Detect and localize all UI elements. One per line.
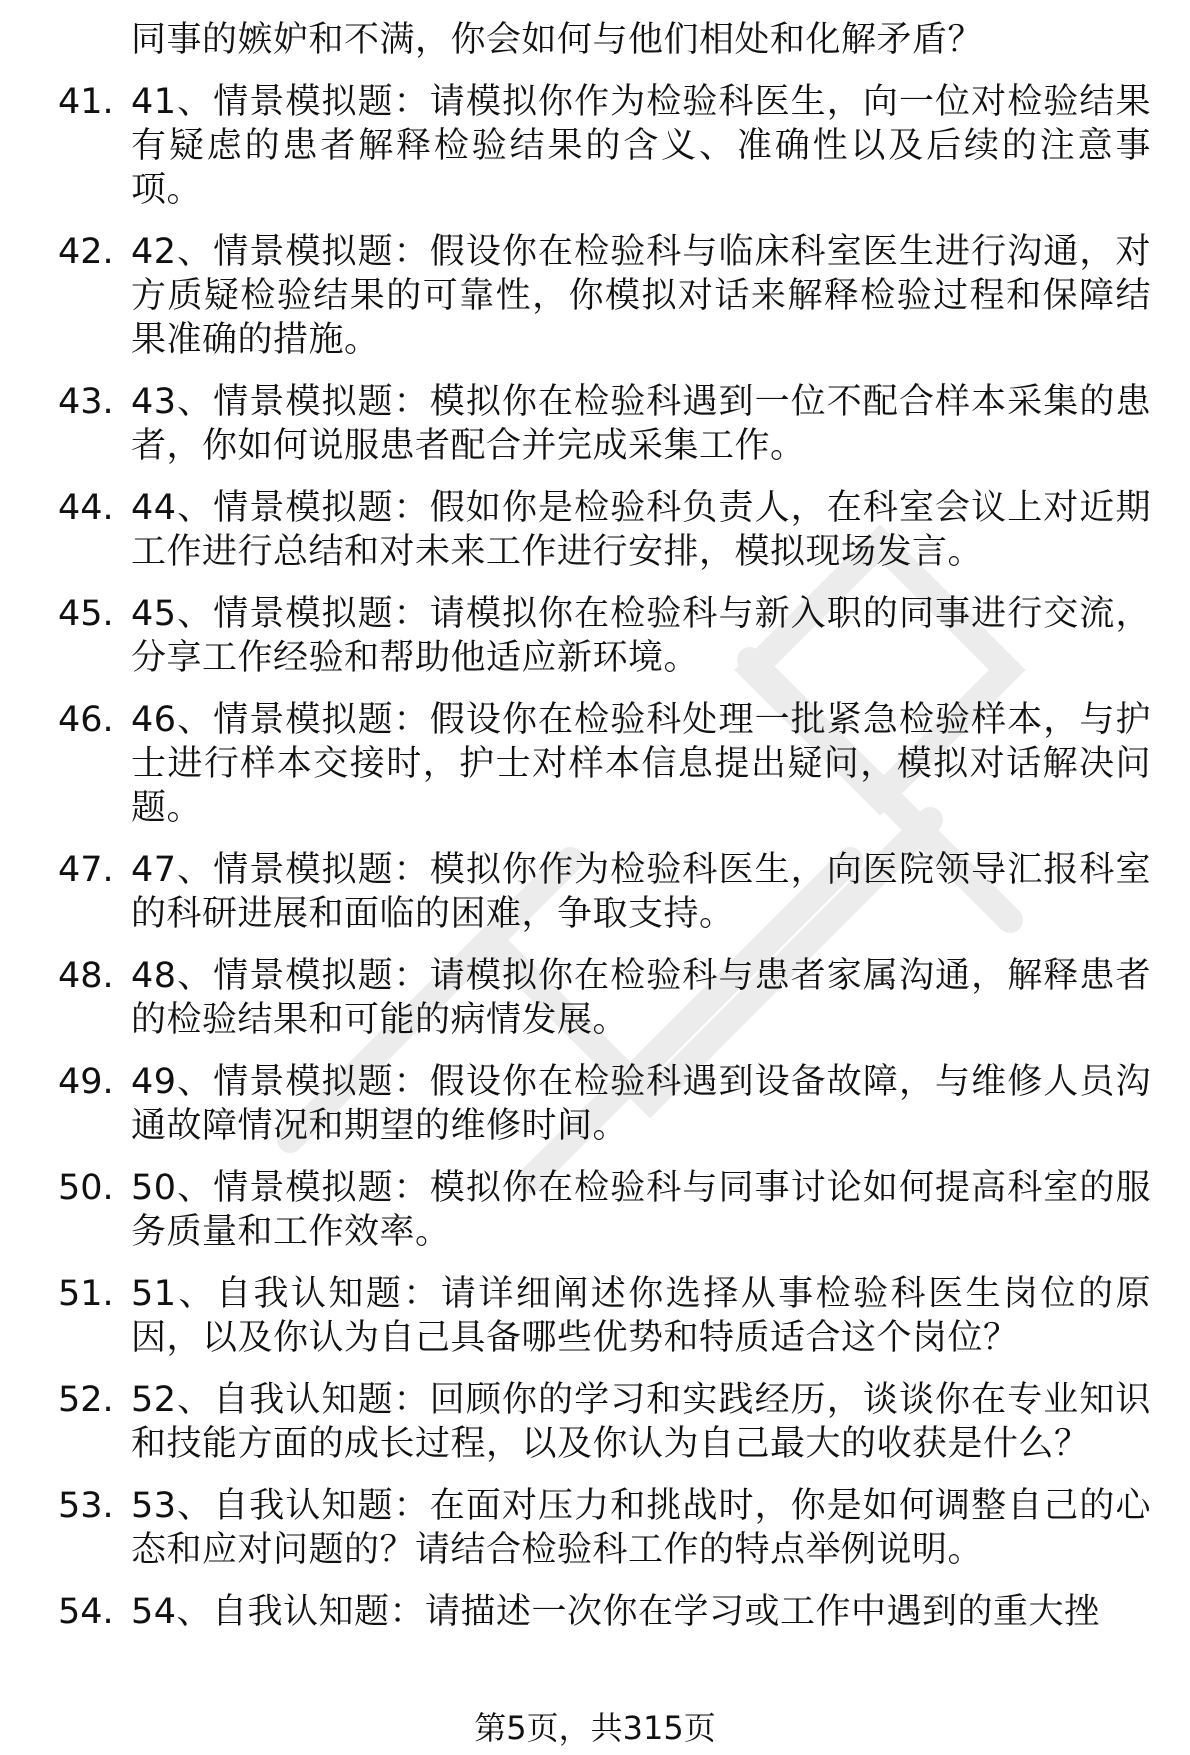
document-page: [0, 18, 1190, 1652]
question-text: 42、情景模拟题：假设你在检验科与临床科室医生进行沟通，对方质疑检验结果的可靠性，你模拟对话来解释检验过程和保障结果准确的措施。: [131, 232, 1151, 360]
question-item: [0, 80, 1151, 212]
question-item: [0, 1272, 1151, 1360]
question-item: [0, 592, 1151, 680]
continuation-text: 同事的嫉妒和不满，你会如何与他们相处和化解矛盾？: [131, 20, 984, 60]
question-number: 43.: [58, 382, 114, 422]
question-number: 47.: [58, 850, 114, 890]
question-text: 48、情景模拟题：请模拟你在检验科与患者家属沟通，解释患者的检验结果和可能的病情发展。: [131, 956, 1151, 1040]
question-list: [0, 80, 1190, 1634]
question-number: 49.: [58, 1062, 114, 1102]
question-number: 41.: [58, 82, 114, 122]
question-text: 50、情景模拟题：模拟你在检验科与同事讨论如何提高科室的服务质量和工作效率。: [131, 1168, 1151, 1252]
question-number: 50.: [58, 1168, 114, 1208]
question-number: 54.: [58, 1592, 114, 1632]
question-item: [0, 1484, 1151, 1572]
question-item: [0, 848, 1151, 936]
question-number: 42.: [58, 232, 114, 272]
question-item: [0, 698, 1151, 830]
page-footer: 第5页，共315页: [474, 1709, 716, 1747]
question-number: 48.: [58, 956, 114, 996]
question-text: 43、情景模拟题：模拟你在检验科遇到一位不配合样本采集的患者，你如何说服患者配合并完成采集工作。: [131, 382, 1151, 466]
question-number: 53.: [58, 1486, 114, 1526]
question-text: 46、情景模拟题：假设你在检验科处理一批紧急检验样本，与护士进行样本交接时，护士对样本信息提出疑问，模拟对话解决问题。: [131, 700, 1151, 828]
question-text: 53、自我认知题：在面对压力和挑战时，你是如何调整自己的心态和应对问题的？请结合检验科工作的特点举例说明。: [131, 1486, 1151, 1570]
question-number: 46.: [58, 700, 114, 740]
question-number: 51.: [58, 1274, 114, 1314]
question-item: [0, 1378, 1151, 1466]
question-text: 47、情景模拟题：模拟你作为检验科医生，向医院领导汇报科室的科研进展和面临的困难，争取支持。: [131, 850, 1151, 934]
question-text: 51、自我认知题：请详细阐述你选择从事检验科医生岗位的原因，以及你认为自己具备哪些优势和特质适合这个岗位？: [131, 1274, 1151, 1358]
question-text: 45、情景模拟题：请模拟你在检验科与新入职的同事进行交流，分享工作经验和帮助他适应新环境。: [131, 594, 1151, 678]
question-number: 45.: [58, 594, 114, 634]
question-item: [0, 380, 1151, 468]
question-text: 54、自我认知题：请描述一次你在学习或工作中遇到的重大挫: [131, 1592, 1100, 1632]
question-item: [0, 1166, 1151, 1254]
question-text: 41、情景模拟题：请模拟你作为检验科医生，向一位对检验结果有疑虑的患者解释检验结果的含义、准确性以及后续的注意事项。: [131, 82, 1151, 210]
question-text: 44、情景模拟题：假如你是检验科负责人，在科室会议上对近期工作进行总结和对未来工作进行安排，模拟现场发言。: [131, 488, 1151, 572]
question-item: [0, 1060, 1151, 1148]
question-item: [0, 954, 1151, 1042]
question-item: [0, 230, 1151, 362]
question-number: 44.: [58, 488, 114, 528]
question-text: 52、自我认知题：回顾你的学习和实践经历，谈谈你在专业知识和技能方面的成长过程，以及你认为自己最大的收获是什么？: [131, 1380, 1151, 1464]
question-number: 52.: [58, 1380, 114, 1420]
question-item: [0, 486, 1151, 574]
question-text: 49、情景模拟题：假设你在检验科遇到设备故障，与维修人员沟通故障情况和期望的维修时间。: [131, 1062, 1151, 1146]
question-item: [0, 1590, 1151, 1634]
